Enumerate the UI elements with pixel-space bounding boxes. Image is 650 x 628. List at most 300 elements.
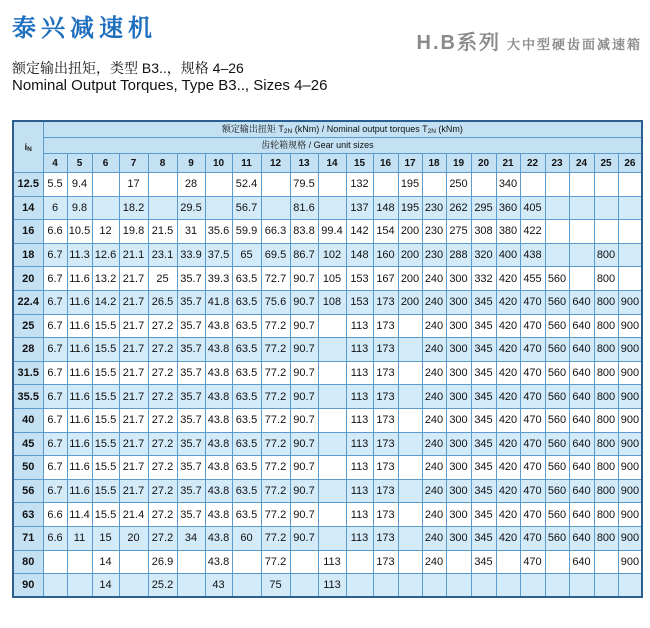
torque-cell: 200 — [398, 243, 422, 267]
torque-cell: 77.2 — [261, 338, 290, 362]
size-header-16: 16 — [373, 154, 398, 173]
torque-cell: 420 — [496, 503, 520, 527]
torque-cell: 800 — [594, 503, 618, 527]
torque-cell: 90.7 — [290, 290, 318, 314]
torque-cell: 113 — [346, 432, 373, 456]
torque-cell: 420 — [496, 361, 520, 385]
torque-cell: 900 — [618, 503, 642, 527]
torque-cell: 300 — [446, 479, 471, 503]
torque-cell: 345 — [471, 338, 496, 362]
torque-cell — [569, 574, 594, 598]
torque-cell: 26.9 — [148, 550, 177, 574]
torque-cell — [290, 550, 318, 574]
torque-cell — [318, 196, 346, 220]
torque-cell: 470 — [520, 479, 545, 503]
torque-cell: 15.5 — [92, 338, 119, 362]
torque-cell: 240 — [422, 338, 446, 362]
torque-cell: 81.6 — [290, 196, 318, 220]
ratio-header-main: i — [24, 141, 28, 152]
torque-cell: 148 — [373, 196, 398, 220]
torque-cell — [398, 408, 422, 432]
torque-cell: 300 — [446, 503, 471, 527]
caption-sub-2: 2N — [427, 128, 436, 135]
size-header-4: 4 — [43, 154, 67, 173]
torque-cell: 173 — [373, 503, 398, 527]
ratio-cell: 45 — [13, 432, 43, 456]
torque-cell: 21.5 — [148, 220, 177, 244]
torque-cell: 113 — [346, 503, 373, 527]
table-row — [13, 267, 642, 291]
torque-cell — [496, 574, 520, 598]
torque-cell: 105 — [318, 267, 346, 291]
size-header-8: 8 — [148, 154, 177, 173]
torque-cell: 640 — [569, 456, 594, 480]
torque-cell: 308 — [471, 220, 496, 244]
torque-cell: 380 — [496, 220, 520, 244]
torque-cell: 6.6 — [43, 503, 67, 527]
torque-cell: 640 — [569, 385, 594, 409]
torque-cell: 300 — [446, 456, 471, 480]
torque-cell: 86.7 — [290, 243, 318, 267]
size-header-6: 6 — [92, 154, 119, 173]
torque-cell: 173 — [373, 408, 398, 432]
torque-cell: 640 — [569, 432, 594, 456]
torque-cell: 63.5 — [232, 361, 261, 385]
torque-cell: 21.7 — [119, 361, 148, 385]
torque-cell: 20 — [119, 526, 148, 550]
torque-cell — [177, 550, 205, 574]
torque-cell: 35.7 — [177, 503, 205, 527]
torque-cell — [398, 479, 422, 503]
torque-cell: 6.7 — [43, 432, 67, 456]
torque-cell — [618, 220, 642, 244]
torque-cell: 99.4 — [318, 220, 346, 244]
torque-cell: 173 — [373, 550, 398, 574]
torque-cell: 470 — [520, 432, 545, 456]
torque-cell: 43.8 — [205, 526, 232, 550]
torque-cell: 72.7 — [261, 267, 290, 291]
caption-prefix: 额定输出扭矩 T — [221, 124, 284, 134]
torque-cell: 400 — [496, 243, 520, 267]
torque-cell — [398, 314, 422, 338]
table-row — [13, 338, 642, 362]
torque-cell: 11.6 — [67, 338, 92, 362]
torque-cell: 11.6 — [67, 456, 92, 480]
torque-cell — [594, 173, 618, 197]
torque-cell: 153 — [346, 267, 373, 291]
size-header-7: 7 — [119, 154, 148, 173]
torque-cell: 13.2 — [92, 267, 119, 291]
torque-cell: 560 — [545, 314, 569, 338]
size-header-11: 11 — [232, 154, 261, 173]
torque-cell: 345 — [471, 550, 496, 574]
torque-cell — [545, 173, 569, 197]
torque-cell: 560 — [545, 479, 569, 503]
torque-cell: 240 — [422, 267, 446, 291]
torque-cell: 640 — [569, 503, 594, 527]
torque-cell: 240 — [422, 385, 446, 409]
torque-cell: 35.7 — [177, 290, 205, 314]
caption-sub-1: 2N — [283, 128, 293, 135]
torque-cell: 230 — [422, 220, 446, 244]
torque-cell: 195 — [398, 196, 422, 220]
torque-cell: 560 — [545, 338, 569, 362]
torque-cell: 35.7 — [177, 338, 205, 362]
torque-cell: 6.7 — [43, 385, 67, 409]
torque-cell: 300 — [446, 408, 471, 432]
torque-cell: 63.5 — [232, 267, 261, 291]
torque-cell — [569, 267, 594, 291]
size-header-22: 22 — [520, 154, 545, 173]
torque-cell: 640 — [569, 314, 594, 338]
torque-cell — [261, 196, 290, 220]
torque-cell: 345 — [471, 479, 496, 503]
torque-cell: 340 — [496, 173, 520, 197]
torque-cell: 200 — [398, 220, 422, 244]
torque-cell: 35.7 — [177, 456, 205, 480]
torque-cell: 240 — [422, 290, 446, 314]
size-header-9: 9 — [177, 154, 205, 173]
torque-cell: 900 — [618, 550, 642, 574]
ratio-cell: 56 — [13, 479, 43, 503]
torque-cell: 21.7 — [119, 314, 148, 338]
torque-cell: 90.7 — [290, 479, 318, 503]
torque-cell: 43.8 — [205, 456, 232, 480]
torque-cell: 90.7 — [290, 503, 318, 527]
size-header-19: 19 — [446, 154, 471, 173]
torque-cell: 11.6 — [67, 361, 92, 385]
torque-cell: 262 — [446, 196, 471, 220]
torque-cell — [177, 574, 205, 598]
torque-cell: 420 — [496, 432, 520, 456]
torque-cell: 77.2 — [261, 503, 290, 527]
torque-cell — [205, 196, 232, 220]
torque-cell: 295 — [471, 196, 496, 220]
torque-cell: 113 — [346, 361, 373, 385]
torque-cell — [346, 574, 373, 598]
torque-cell: 35.7 — [177, 408, 205, 432]
ratio-cell: 31.5 — [13, 361, 43, 385]
torque-cell: 900 — [618, 526, 642, 550]
ratio-cell: 71 — [13, 526, 43, 550]
torque-cell: 420 — [496, 479, 520, 503]
table-row — [13, 173, 642, 197]
torque-cell: 41.8 — [205, 290, 232, 314]
torque-cell: 800 — [594, 456, 618, 480]
size-header-20: 20 — [471, 154, 496, 173]
gear-size-caption: 齿轮箱规格 / Gear unit sizes — [43, 138, 642, 154]
torque-cell: 21.7 — [119, 432, 148, 456]
torque-cell: 12.6 — [92, 243, 119, 267]
torque-cell: 43.8 — [205, 479, 232, 503]
torque-cell — [67, 574, 92, 598]
torque-cell: 148 — [346, 243, 373, 267]
torque-cell — [594, 550, 618, 574]
torque-cell: 640 — [569, 361, 594, 385]
torque-cell: 300 — [446, 267, 471, 291]
torque-cell: 21.7 — [119, 385, 148, 409]
torque-cell — [398, 338, 422, 362]
size-header-12: 12 — [261, 154, 290, 173]
series-heading — [417, 26, 642, 55]
torque-cell: 230 — [422, 243, 446, 267]
torque-cell: 25.2 — [148, 574, 177, 598]
torque-cell: 63.5 — [232, 479, 261, 503]
torque-cell: 560 — [545, 361, 569, 385]
torque-cell: 173 — [373, 526, 398, 550]
torque-cell: 43.8 — [205, 314, 232, 338]
torque-cell: 6.7 — [43, 408, 67, 432]
torque-cell: 63.5 — [232, 456, 261, 480]
torque-cell: 75.6 — [261, 290, 290, 314]
torque-cell: 11.3 — [67, 243, 92, 267]
table-row — [13, 220, 642, 244]
torque-cell: 800 — [594, 290, 618, 314]
torque-cell — [318, 338, 346, 362]
torque-cell: 6.7 — [43, 456, 67, 480]
torque-cell: 470 — [520, 385, 545, 409]
torque-cell — [398, 385, 422, 409]
torque-cell: 37.5 — [205, 243, 232, 267]
torque-cell: 560 — [545, 290, 569, 314]
torque-cell: 173 — [373, 314, 398, 338]
table-row — [13, 479, 642, 503]
torque-cell: 29.5 — [177, 196, 205, 220]
torque-cell: 113 — [346, 479, 373, 503]
torque-cell: 27.2 — [148, 503, 177, 527]
table-row — [13, 550, 642, 574]
torque-cell — [119, 550, 148, 574]
torque-cell — [346, 550, 373, 574]
torque-cell: 9.4 — [67, 173, 92, 197]
torque-cell — [594, 196, 618, 220]
torque-cell: 63.5 — [232, 338, 261, 362]
torque-cell: 470 — [520, 456, 545, 480]
torque-cell: 90.7 — [290, 361, 318, 385]
torque-cell: 345 — [471, 408, 496, 432]
caption-middle: (kNm) / Nominal output torques T — [292, 124, 428, 134]
torque-cell: 63.5 — [232, 432, 261, 456]
torque-cell: 153 — [346, 290, 373, 314]
torque-cell: 77.2 — [261, 479, 290, 503]
torque-cell — [318, 361, 346, 385]
torque-cell: 113 — [346, 408, 373, 432]
torque-cell: 173 — [373, 290, 398, 314]
torque-cell: 240 — [422, 408, 446, 432]
ratio-cell: 28 — [13, 338, 43, 362]
torque-cell: 43.8 — [205, 432, 232, 456]
torque-cell: 11.6 — [67, 267, 92, 291]
torque-cell: 28 — [177, 173, 205, 197]
table-row — [13, 432, 642, 456]
torque-cell — [496, 550, 520, 574]
torque-cell: 35.7 — [177, 432, 205, 456]
torque-cell: 35.7 — [177, 361, 205, 385]
torque-cell: 26.5 — [148, 290, 177, 314]
torque-cell: 640 — [569, 479, 594, 503]
torque-cell — [119, 574, 148, 598]
ratio-cell: 16 — [13, 220, 43, 244]
torque-cell: 240 — [422, 314, 446, 338]
torque-cell: 35.7 — [177, 314, 205, 338]
torque-cell — [618, 243, 642, 267]
torque-cell: 900 — [618, 432, 642, 456]
ratio-header — [13, 121, 43, 173]
torque-cell: 470 — [520, 526, 545, 550]
heading-english: Nominal Output Torques, Type B3.., Sizes 4–26 — [12, 77, 328, 94]
torque-cell: 25 — [148, 267, 177, 291]
torque-cell: 300 — [446, 526, 471, 550]
torque-cell: 240 — [422, 432, 446, 456]
torque-cell: 6.7 — [43, 479, 67, 503]
torque-cell: 113 — [346, 385, 373, 409]
torque-cell: 800 — [594, 361, 618, 385]
torque-cell: 77.2 — [261, 456, 290, 480]
torque-cell — [569, 196, 594, 220]
torque-cell: 900 — [618, 408, 642, 432]
torque-cell — [569, 220, 594, 244]
torque-cell: 15.5 — [92, 314, 119, 338]
torque-cell: 21.4 — [119, 503, 148, 527]
torque-cell: 300 — [446, 314, 471, 338]
torque-cell — [318, 432, 346, 456]
torque-cell: 345 — [471, 526, 496, 550]
torque-cell — [422, 173, 446, 197]
torque-cell: 108 — [318, 290, 346, 314]
torque-cell: 240 — [422, 503, 446, 527]
torque-cell: 173 — [373, 385, 398, 409]
torque-cell: 27.2 — [148, 456, 177, 480]
torque-cell: 173 — [373, 432, 398, 456]
torque-cell — [92, 173, 119, 197]
torque-cell: 200 — [398, 267, 422, 291]
torque-cell: 900 — [618, 314, 642, 338]
torque-cell: 35.7 — [177, 385, 205, 409]
torque-cell — [520, 173, 545, 197]
torque-cell: 800 — [594, 432, 618, 456]
size-header-23: 23 — [545, 154, 569, 173]
torque-cell: 345 — [471, 503, 496, 527]
torque-cell: 5.5 — [43, 173, 67, 197]
torque-cell: 320 — [471, 243, 496, 267]
table-row — [13, 361, 642, 385]
torque-cell: 560 — [545, 408, 569, 432]
torque-cell: 11.6 — [67, 314, 92, 338]
torque-cell — [471, 574, 496, 598]
torque-cell: 9.8 — [67, 196, 92, 220]
torque-cell: 11.6 — [67, 290, 92, 314]
torque-cell: 132 — [346, 173, 373, 197]
torque-cell: 14.2 — [92, 290, 119, 314]
torque-cell: 240 — [422, 479, 446, 503]
table-row — [13, 408, 642, 432]
torque-cell: 300 — [446, 290, 471, 314]
table-row — [13, 574, 642, 598]
torque-cell: 6 — [43, 196, 67, 220]
torque-cell: 27.2 — [148, 385, 177, 409]
torque-cell: 6.7 — [43, 267, 67, 291]
torque-cell: 800 — [594, 267, 618, 291]
torque-cell: 63.5 — [232, 314, 261, 338]
torque-cell: 345 — [471, 456, 496, 480]
torque-cell: 63.5 — [232, 290, 261, 314]
torque-cell: 345 — [471, 361, 496, 385]
torque-cell: 90.7 — [290, 408, 318, 432]
torque-cell — [318, 526, 346, 550]
torque-cell: 21.7 — [119, 408, 148, 432]
torque-cell: 6.7 — [43, 290, 67, 314]
torque-cell: 113 — [318, 550, 346, 574]
torque-cell: 560 — [545, 267, 569, 291]
torque-cell: 800 — [594, 479, 618, 503]
torque-cell: 90.7 — [290, 314, 318, 338]
torque-cell: 21.7 — [119, 267, 148, 291]
torque-cell: 173 — [373, 338, 398, 362]
torque-cell: 52.4 — [232, 173, 261, 197]
torque-cell — [545, 220, 569, 244]
torque-cell — [618, 267, 642, 291]
torque-cell — [67, 550, 92, 574]
torque-cell: 15.5 — [92, 361, 119, 385]
torque-cell: 800 — [594, 408, 618, 432]
torque-cell — [318, 479, 346, 503]
torque-cell: 240 — [422, 526, 446, 550]
torque-cell: 240 — [422, 361, 446, 385]
size-header-21: 21 — [496, 154, 520, 173]
torque-cell: 560 — [545, 526, 569, 550]
table-row — [13, 196, 642, 220]
table-row — [13, 385, 642, 409]
torque-cell: 420 — [496, 338, 520, 362]
torque-cell: 900 — [618, 361, 642, 385]
torque-cell: 63.5 — [232, 503, 261, 527]
torque-cell: 6.7 — [43, 361, 67, 385]
heading-chinese: 额定输出扭矩，类型 B3..，规格 4–26 — [12, 60, 244, 76]
table-row — [13, 314, 642, 338]
torque-cell: 17 — [119, 173, 148, 197]
torque-cell: 560 — [545, 385, 569, 409]
torque-cell: 77.2 — [261, 550, 290, 574]
torque-cell: 640 — [569, 408, 594, 432]
torque-cell: 31 — [177, 220, 205, 244]
torque-cell: 15.5 — [92, 479, 119, 503]
torque-cell: 18.2 — [119, 196, 148, 220]
torque-cell: 300 — [446, 361, 471, 385]
torque-cell — [232, 574, 261, 598]
torque-caption — [43, 121, 642, 138]
torque-cell — [43, 574, 67, 598]
torque-cell: 35.7 — [177, 267, 205, 291]
torque-cell — [545, 243, 569, 267]
ratio-cell: 50 — [13, 456, 43, 480]
torque-cell: 90.7 — [290, 385, 318, 409]
torque-cell: 470 — [520, 503, 545, 527]
torque-cell — [318, 173, 346, 197]
torque-cell: 230 — [422, 196, 446, 220]
torque-cell: 422 — [520, 220, 545, 244]
torque-cell: 420 — [496, 456, 520, 480]
torque-cell: 420 — [496, 290, 520, 314]
torque-cell: 470 — [520, 314, 545, 338]
torque-cell: 560 — [545, 503, 569, 527]
torque-cell: 560 — [545, 432, 569, 456]
torque-cell: 640 — [569, 290, 594, 314]
torque-cell: 27.2 — [148, 361, 177, 385]
torque-cell: 6.7 — [43, 338, 67, 362]
torque-cell — [545, 196, 569, 220]
torque-cell: 240 — [422, 550, 446, 574]
torque-cell — [290, 574, 318, 598]
